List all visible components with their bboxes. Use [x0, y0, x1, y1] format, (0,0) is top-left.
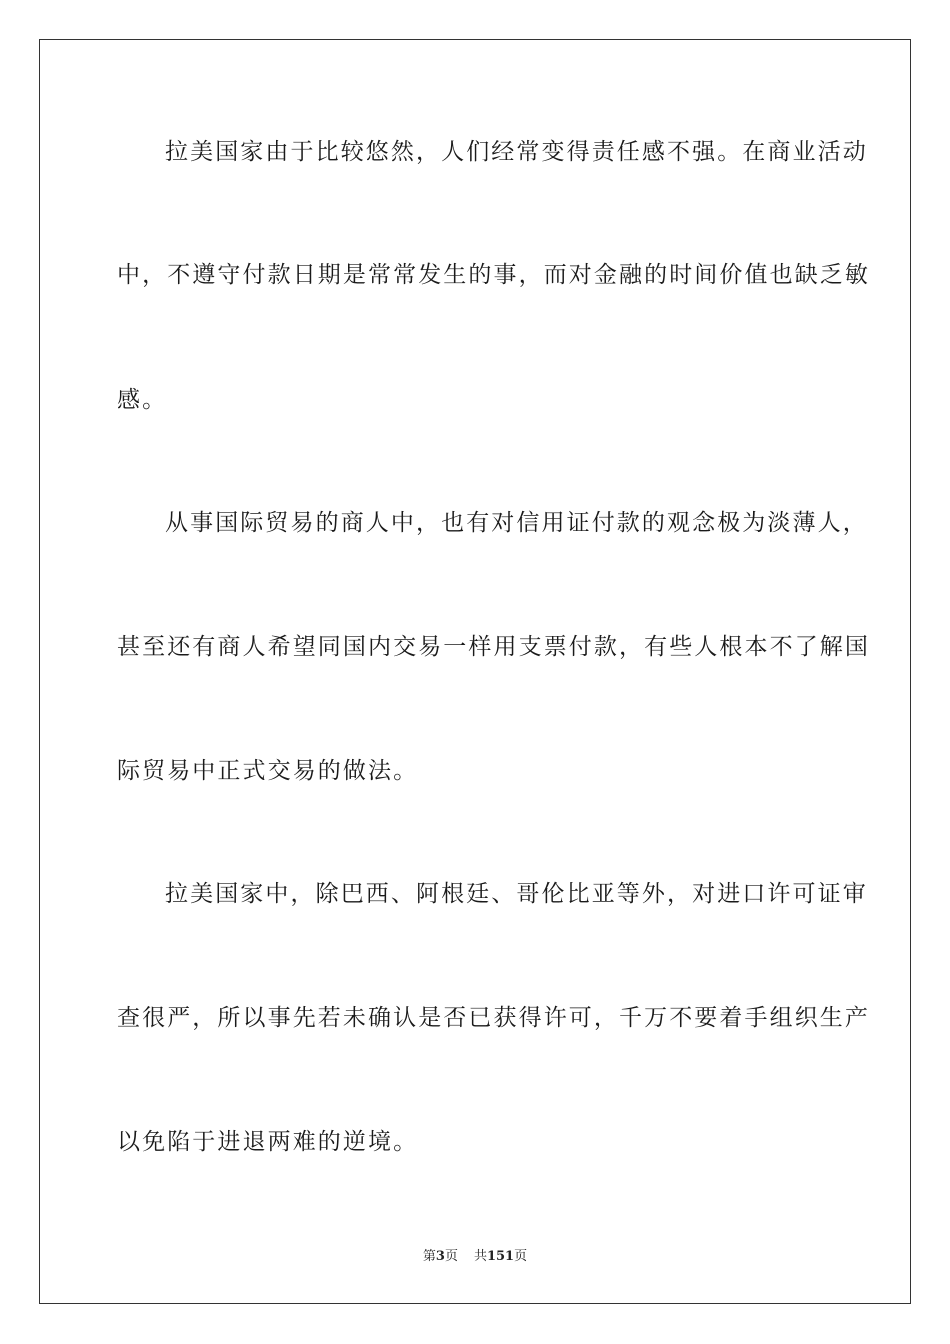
- paragraph-3-line-3: 以免陷于进退两难的逆境。: [117, 1129, 419, 1155]
- paragraph-1-line-1: 拉美国家由于比较悠然，人们经常变得责任感不强。在商业活动: [165, 139, 868, 165]
- paragraph-2-line-1: 从事国际贸易的商人中，也有对信用证付款的观念极为淡薄人，: [165, 510, 868, 536]
- total-pages: 151: [486, 1249, 515, 1264]
- paragraph-1-line-3: 感。: [117, 387, 168, 413]
- paragraph-3-line-1: 拉美国家中，除巴西、阿根廷、哥伦比亚等外，对进口许可证审: [165, 881, 868, 907]
- page-border: [39, 39, 911, 1304]
- paragraph-2-line-3: 际贸易中正式交易的做法。: [117, 758, 419, 784]
- page-footer: [0, 1248, 950, 1266]
- page-suffix: 页: [444, 1249, 458, 1264]
- total-prefix: 共: [473, 1249, 487, 1264]
- total-suffix: 页: [514, 1249, 528, 1264]
- paragraph-3-line-2: 查很严，所以事先若未确认是否已获得许可，千万不要着手组织生产: [117, 1005, 870, 1031]
- page-number: 3: [435, 1249, 445, 1264]
- paragraph-1-line-2: 中，不遵守付款日期是常常发生的事，而对金融的时间价值也缺乏敏: [117, 262, 870, 288]
- page-prefix: 第: [422, 1249, 436, 1264]
- paragraph-2-line-2: 甚至还有商人希望同国内交易一样用支票付款，有些人根本不了解国: [117, 634, 870, 660]
